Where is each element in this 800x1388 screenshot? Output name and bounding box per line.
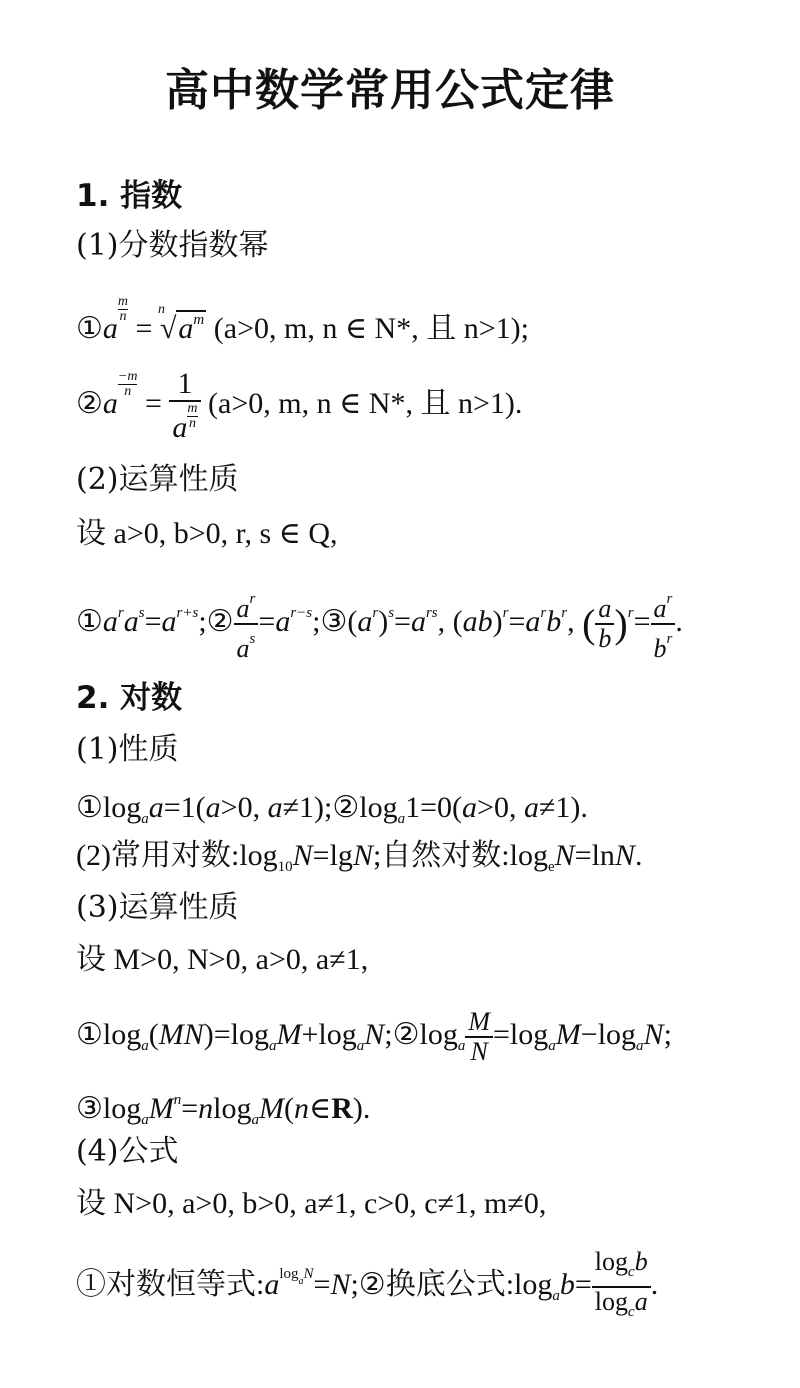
setup-log-formulas: 设 N>0, a>0, b>0, a≠1, c>0, c≠1, m≠0, [76, 1187, 547, 1220]
subheading-log-operations: (3)运算性质 [76, 890, 239, 925]
page-title: 高中数学常用公式定律 [165, 65, 615, 116]
formula-log-identity-change-base: ①对数恒等式$:a^{log_aN}=N;②$换底公式$:\log_ab=$ $\frac{\log_cb}{\log_ca}$ . [76, 1248, 658, 1326]
section-heading-exponent: 1. 指数 [76, 178, 183, 214]
formula-2: ②a $\frac{-m}{n}$ = 1 a $\frac{m}{n}$ (a>0, m, n ∈ N*, 且 n>1). [76, 367, 523, 444]
formula-log-power: $③\log_aM^n=nlog_aM(n\in R)$. [76, 1092, 371, 1128]
subheading-log-properties: (1)性质 [76, 732, 179, 767]
formula-log-operations: $①\log_a(MN)=\log_aM+\log_aN;②\log_a$ $\frac{M}{N}$ $=\log_aM-\log_aN$; [76, 1007, 672, 1066]
setup-exponent: 设 a>0, b>0, r, s ∈ Q, [76, 517, 338, 550]
subheading-log-formulas: (4)公式 [76, 1134, 179, 1169]
formula-exponent-rules: $①a^ra^s=a^{r+s};②$ $\frac{a^r}{a^s}$ $=a^{r-s};③(a^r)^s=a^{rs}$, $(ab)^r=a^rb^r$, ( $\frac{a}{b}$ )$^r$= $\frac{a^r}{b^r}$ . [76, 591, 683, 663]
subheading-operation-rules: (2)运算性质 [76, 462, 239, 497]
setup-log-operations: 设 M>0, N>0, a>0, a≠1, [76, 943, 369, 976]
formula-1: ①a $\frac{m}{n}$ = n $√a^m$ (a>0, m, n ∈ N*, 且 n>1); [76, 294, 529, 345]
formula-log-properties: $①\log_aa=1(a>0$, $a\ne 1);②\log_a1=0(a>0$, a≠1). [76, 791, 588, 827]
section-heading-logarithm: 2. 对数 [76, 680, 183, 716]
subheading-fractional-exponent: (1)分数指数幂 [76, 228, 269, 263]
common-natural-log: (2)常用对数$:\log_{10}N=\lg N$;自然对数$:\log_eN=\ln N$. [76, 839, 643, 875]
